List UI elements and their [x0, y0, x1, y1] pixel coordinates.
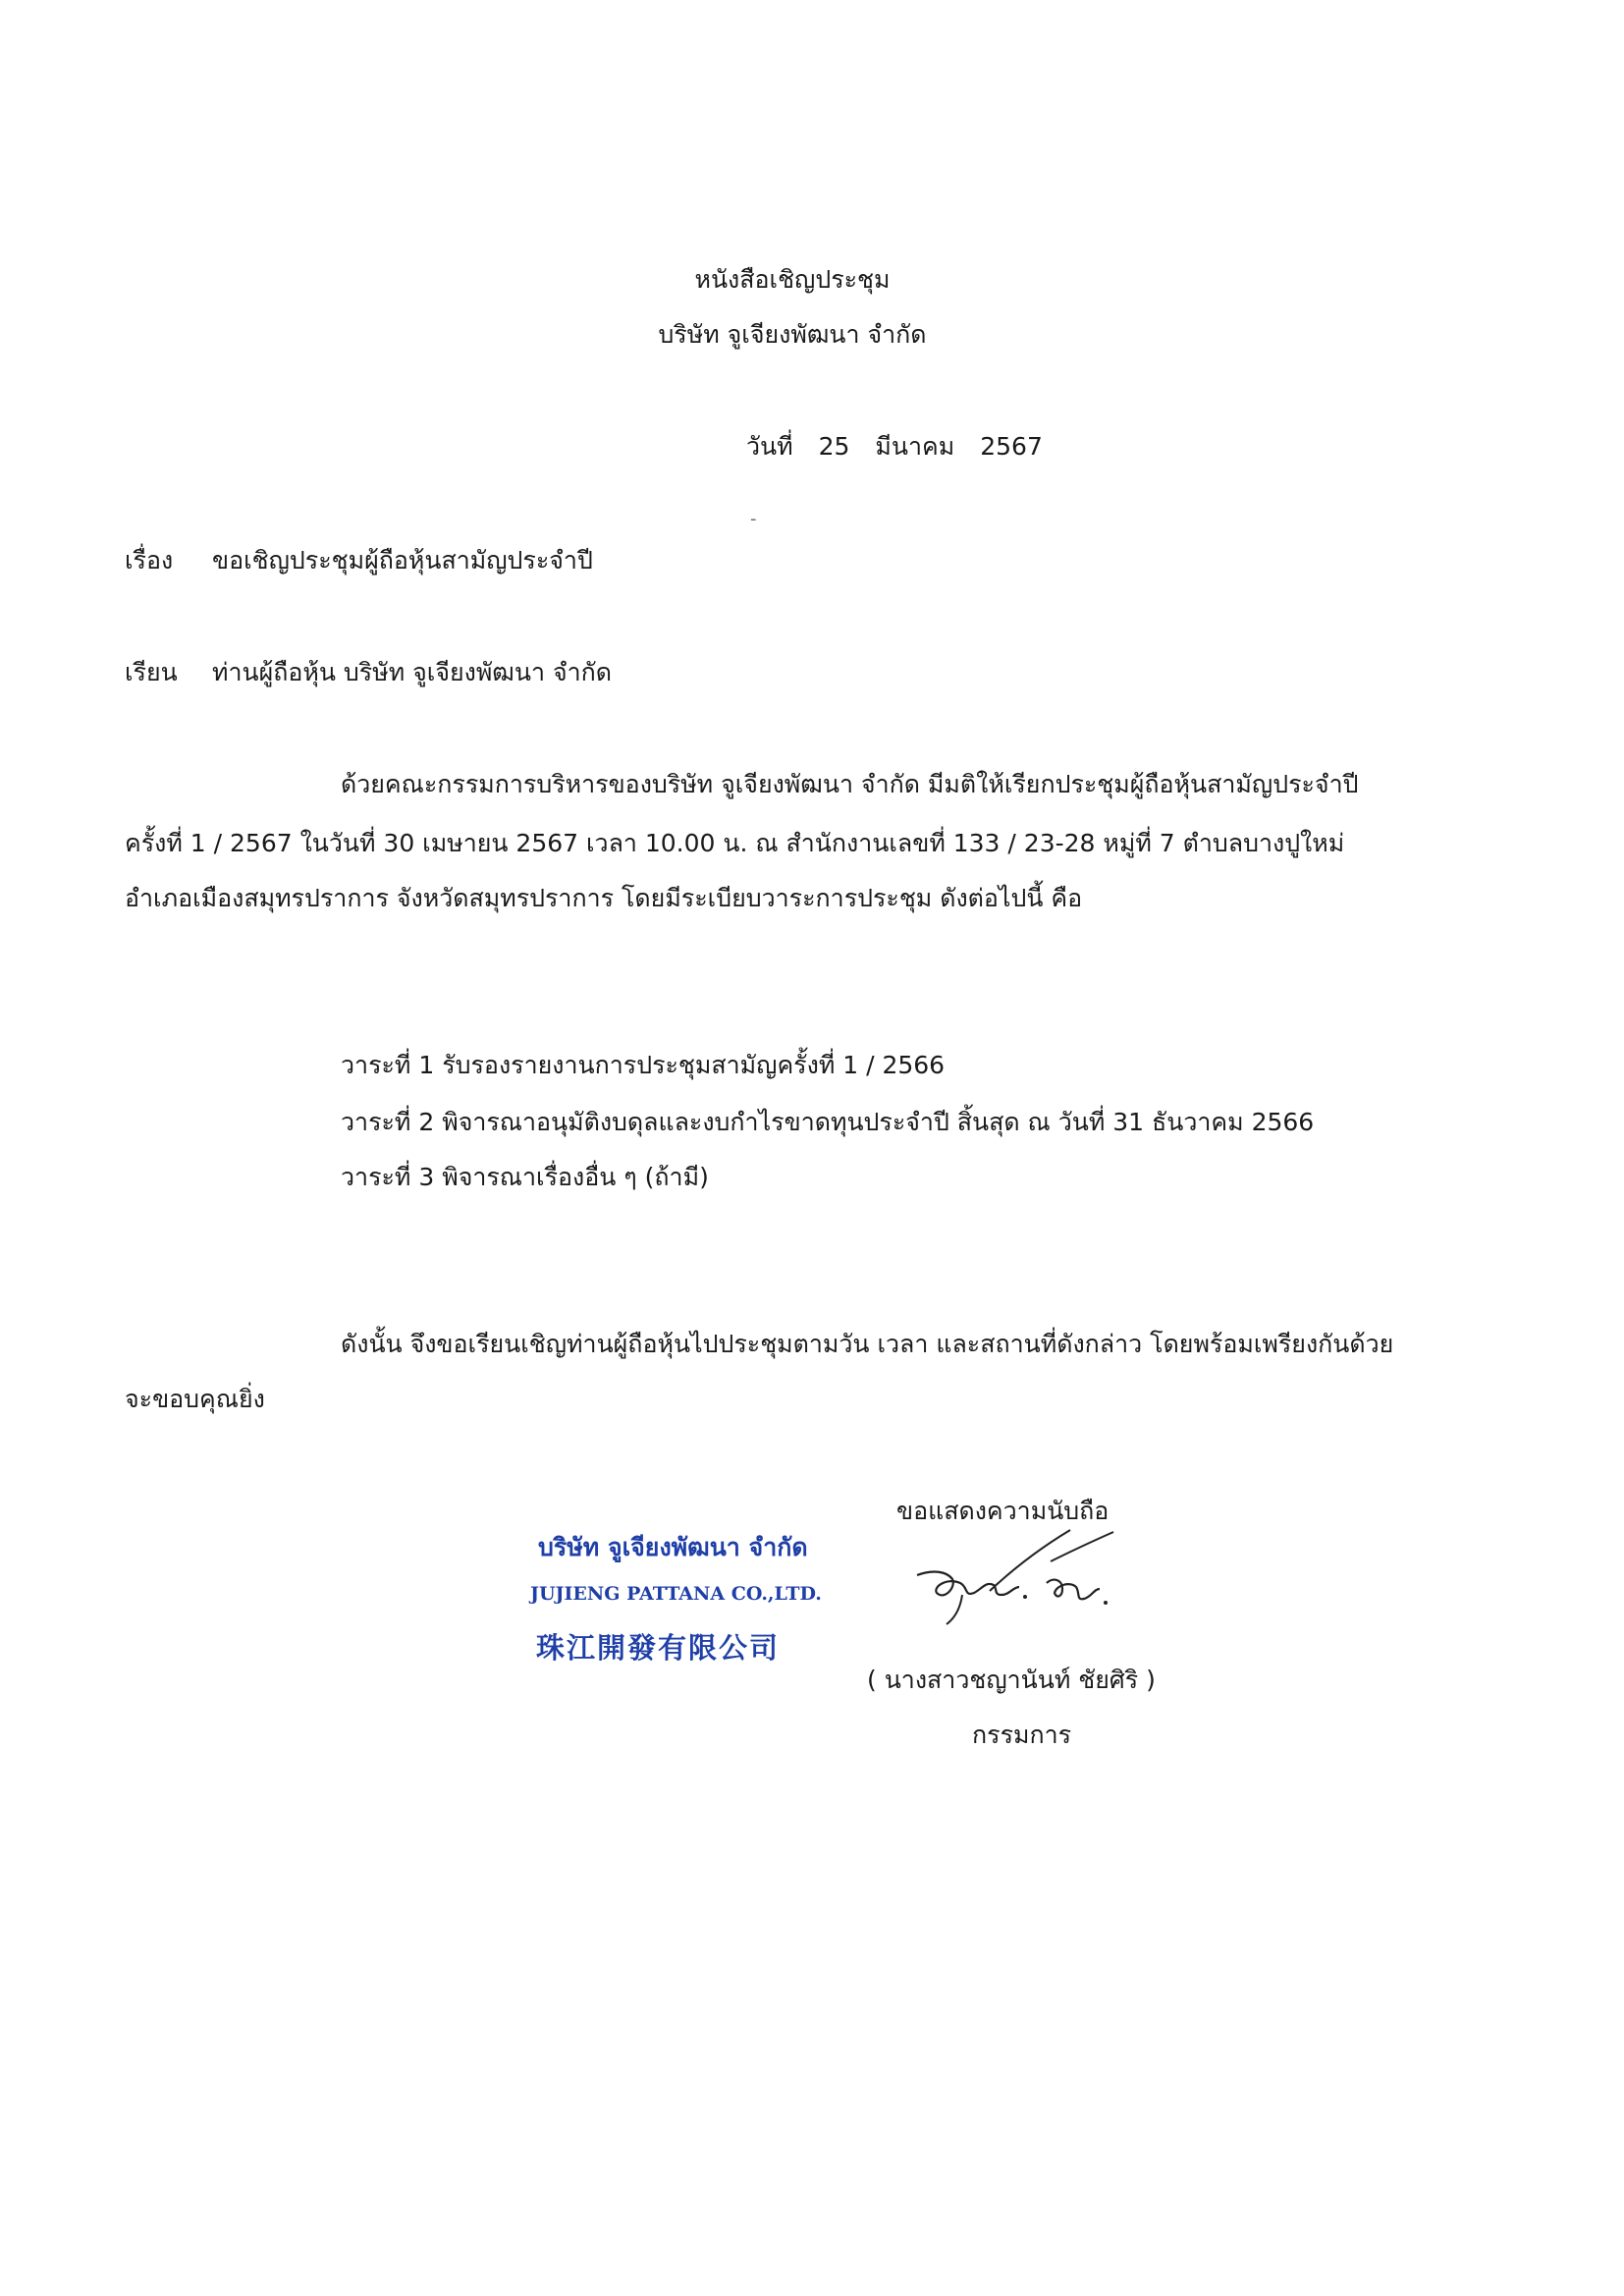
subject-text: ขอเชิญประชุมผู้ถือหุ้นสามัญประจำปี	[212, 546, 593, 574]
stamp-english-name: JUJIENG PATTANA CO.,LTD.	[530, 1583, 822, 1605]
paragraph2-line1: ดังนั้น จึงขอเรียนเชิญท่านผู้ถือหุ้นไปประชุมตามวัน เวลา และสถานที่ดังกล่าว โดยพร้อมเพรียงกันด้วย	[341, 1330, 1394, 1358]
company-name: บริษัท จูเจียงพัฒนา จำกัด	[658, 320, 927, 349]
paragraph1-line1: ด้วยคณะกรรมการบริหารของบริษัท จูเจียงพัฒนา จำกัด มีมติให้เรียกประชุมผู้ถือหุ้นสามัญประจำปี	[341, 770, 1359, 798]
paragraph2-line2: จะขอบคุณยิ่ง	[125, 1385, 265, 1413]
recipient-text: ท่านผู้ถือหุ้น บริษัท จูเจียงพัฒนา จำกัด	[212, 658, 613, 686]
agenda-item: วาระที่ 3 พิจารณาเรื่องอื่น ๆ (ถ้ามี)	[341, 1163, 709, 1191]
recipient-label: เรียน	[125, 658, 178, 686]
agenda-item: วาระที่ 1 รับรองรายงานการประชุมสามัญครั้งที่ 1 / 2566	[341, 1051, 946, 1079]
paragraph1-line2: ครั้งที่ 1 / 2567 ในวันที่ 30 เมษายน 2567 เวลา 10.00 น. ณ สำนักงานเลขที่ 133 / 23-28 หมู่ที่ 7 ตำบลบางปูใหม่	[125, 829, 1345, 857]
handwritten-signature	[903, 1522, 1139, 1630]
company-stamp	[530, 1528, 835, 1675]
document-date	[746, 434, 1068, 459]
document-title: หนังสือเชิญประชุม	[694, 265, 891, 294]
date-month: มีนาคม	[875, 432, 955, 461]
signer-name: ( นางสาวชญานันท์ ชัยศิริ )	[867, 1666, 1156, 1694]
date-year: 2567	[980, 432, 1043, 461]
closing-text: ขอแสดงความนับถือ	[896, 1497, 1110, 1525]
paragraph1-line3: อำเภอเมืองสมุทรปราการ จังหวัดสมุทรปราการ โดยมีระเบียบวาระการประชุม ดังต่อไปนี้ คือ	[125, 884, 1083, 912]
date-label: วันที่	[746, 432, 793, 461]
signer-role: กรรมการ	[972, 1721, 1072, 1749]
agenda-item: วาระที่ 2 พิจารณาอนุมัติงบดุลและงบกำไรขาดทุนประจำปี สิ้นสุด ณ วันที่ 31 ธันวาคม 2566	[341, 1108, 1315, 1136]
stamp-thai-name: บริษัท จูเจียงพัฒนา จำกัด	[538, 1533, 808, 1561]
subject-label: เรื่อง	[125, 546, 174, 574]
date-day: 25	[818, 432, 850, 461]
stray-mark: -	[750, 509, 757, 529]
stamp-chinese-name: 珠江開發有限公司	[536, 1631, 781, 1665]
